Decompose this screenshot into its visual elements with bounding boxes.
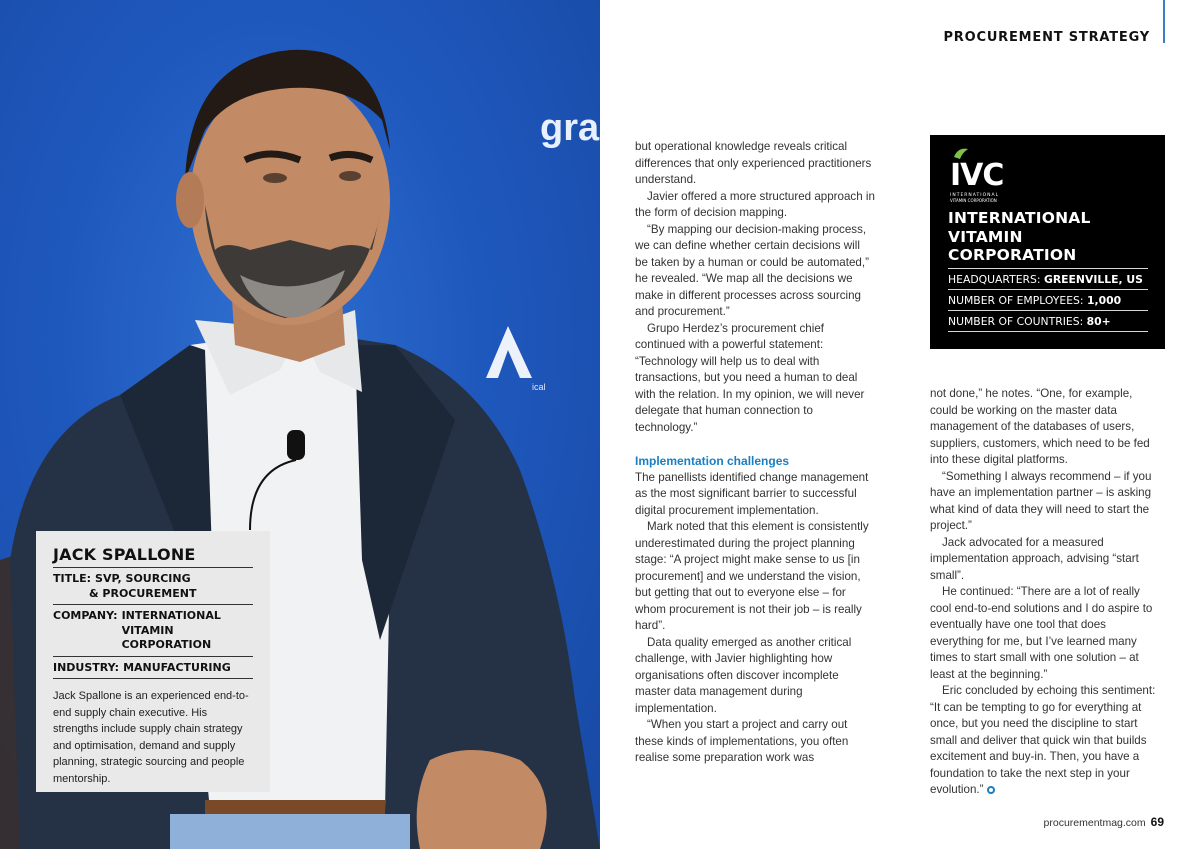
profile-title-value-2: & PROCUREMENT xyxy=(89,586,197,600)
fact-value: 80+ xyxy=(1086,314,1111,328)
profile-company-row xyxy=(53,605,253,657)
paragraph: not done,” he notes. “One, for example, could be working on the master data management of the databases of users, suppliers, customers, which need to be fed into these digital platforms. xyxy=(930,387,1150,466)
ivc-logo-icon xyxy=(948,145,1028,207)
profile-name: JACK SPALLONE xyxy=(53,545,253,568)
profile-title-value-1: SVP, SOURCING xyxy=(95,572,191,585)
fact-value: GREENVILLE, US xyxy=(1044,272,1143,286)
paragraph-final-text: Eric concluded by echoing this sentiment: “It can be tempting to go for everything at once, but you need the discipline to start small and deliver that quick win that builds excitement and buy-in. Then, you have a foundation to take the next step in your evolution.” xyxy=(930,684,1156,796)
section-tag: PROCUREMENT STRATEGY xyxy=(943,30,1150,45)
end-mark-icon xyxy=(987,786,995,794)
paragraph: but operational knowledge reveals critical differences that only experienced practitioners understand. xyxy=(635,140,872,186)
paragraph-final xyxy=(930,683,1162,799)
company-name: INTERNATIONAL VITAMIN CORPORATION xyxy=(948,209,1091,264)
backdrop-subtext: ical xyxy=(532,382,546,392)
paragraph: He continued: “There are a lot of really cool end-to-end solutions and I do aspire to eventually have one tool that does everything for me, but I’ve learned many times to start small with one solution – at least at the beginning.” xyxy=(930,585,1153,681)
fact-value: 1,000 xyxy=(1086,293,1122,307)
paragraph: “By mapping our decision-making process, we can define whether certain decisions will be taken by a human or could be automated,” he revealed. “We map all the decisions we make in different processes across sourcing and procurement.” xyxy=(635,222,869,318)
profile-company-value: INTERNATIONAL VITAMIN CORPORATION xyxy=(121,609,221,651)
backdrop-triangle-logo xyxy=(486,326,532,378)
paragraph: “Something I always recommend – if you have an implementation partner – is asking what kind of data they will need to start the project.” xyxy=(930,469,1152,532)
paragraph: The panellists identified change management as the most significant barrier to successful digital procurement implementation. xyxy=(635,470,869,517)
logo-text: IVC xyxy=(950,158,1004,193)
profile-industry-label: INDUSTRY: xyxy=(53,660,120,674)
article-column-2 xyxy=(930,386,1162,799)
profile-card xyxy=(36,531,270,792)
fact-row-headquarters xyxy=(948,268,1148,289)
section-subheading: Implementation challenges xyxy=(635,454,790,468)
fact-label: NUMBER OF EMPLOYEES: xyxy=(948,293,1084,307)
profile-bio: Jack Spallone is an experienced end-to-end supply chain executive. His strengths include supply chain strategy and optimisation, demand and supply planning, strategic sourcing and people mentorship. xyxy=(53,690,249,785)
article-page xyxy=(600,0,1200,849)
footer-site: procurementmag.com xyxy=(1043,817,1146,829)
fact-label: HEADQUARTERS: xyxy=(948,272,1041,286)
fact-row-employees xyxy=(948,289,1148,310)
profile-title-label: TITLE: xyxy=(53,572,92,585)
section-tag-rule xyxy=(1163,0,1165,43)
profile-company-label: COMPANY: xyxy=(53,609,118,622)
paragraph: “When you start a project and carry out these kinds of implementations, you often realise some preparation work was xyxy=(635,718,849,764)
page-footer xyxy=(1044,815,1164,829)
profile-title-row xyxy=(53,568,253,605)
paragraph: Javier offered a more structured approach in the form of decision mapping. xyxy=(635,189,875,219)
page-number: 69 xyxy=(1150,815,1164,829)
profile-industry-value: MANUFACTURING xyxy=(123,660,231,674)
profile-industry-row xyxy=(53,657,253,680)
logo-subtext-1: INTERNATIONAL xyxy=(950,193,1000,198)
fact-row-countries xyxy=(948,310,1148,332)
logo-subtext-2: VITAMIN CORPORATION xyxy=(950,198,997,203)
backdrop-logo-text: gra xyxy=(540,107,600,149)
paragraph: Jack advocated for a measured implementation approach, advising “start small”. xyxy=(930,535,1139,582)
paragraph: Mark noted that this element is consistently underestimated during the project planning stage: “A project might make sense to us [in procurement] and we understand the vision, but getting that out to everyone else – for whom procurement is not their job – is really hard”. xyxy=(635,520,869,632)
company-logo xyxy=(948,145,1148,209)
paragraph: Grupo Herdez’s procurement chief continued with a powerful statement: “Technology will help us to deal with transactions, but you need a human to deal with the relation. In my opinion, we will never delegate that human connection to technology.” xyxy=(635,321,865,434)
company-fact-box xyxy=(930,135,1165,349)
article-column-1 xyxy=(635,139,875,767)
paragraph: Data quality emerged as another critical challenge, with Javier highlighting how organisations often discover incomplete master data management during implementation. xyxy=(635,635,852,715)
fact-label: NUMBER OF COUNTRIES: xyxy=(948,314,1084,328)
